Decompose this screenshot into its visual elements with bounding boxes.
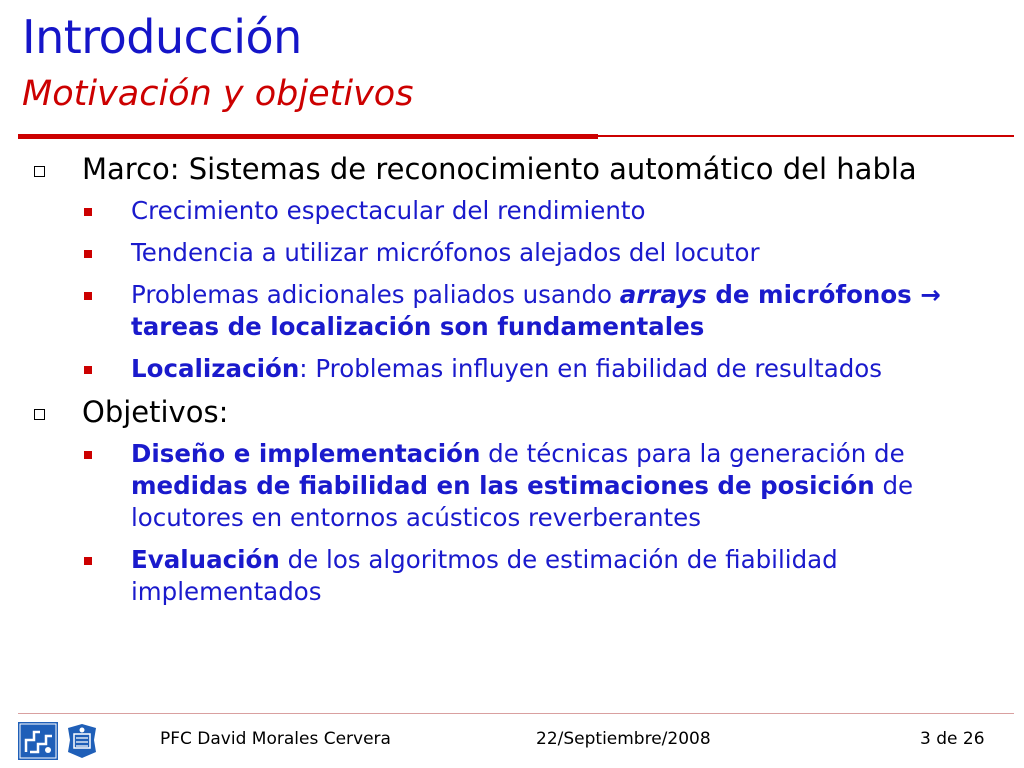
footer-divider xyxy=(18,713,1014,714)
slide-subtitle: Motivación y objetivos xyxy=(22,74,414,114)
bullet-marco-text: Marco: Sistemas de reconocimiento automático del habla xyxy=(82,152,917,186)
footer-date: 22/Septiembre/2008 xyxy=(536,729,711,749)
footer-author: PFC David Morales Cervera xyxy=(160,729,391,749)
slide-content xyxy=(0,152,1024,618)
filled-square-bullet-icon xyxy=(84,208,92,216)
university-crest-icon xyxy=(62,722,102,760)
bullet-objetivos xyxy=(0,395,1024,430)
filled-square-bullet-icon xyxy=(84,557,92,565)
sub-bullet-text: de los algoritmos de estimación de fiabilidad implementados xyxy=(131,545,838,606)
footer-page-number: 3 de 26 xyxy=(920,729,985,749)
sub-bullet-item xyxy=(0,544,1024,608)
sub-bullet-text: de técnicas para la generación de xyxy=(480,439,905,468)
bold-text: de micrófonos xyxy=(706,280,921,309)
sub-bullet-text: Problemas adicionales paliados usando xyxy=(131,280,620,309)
sub-bullet-text: Crecimiento espectacular del rendimiento xyxy=(131,196,646,225)
bold-text: Localización xyxy=(131,354,300,383)
bullet-objetivos-text: Objetivos: xyxy=(82,395,229,429)
title-divider-thin xyxy=(598,135,1014,137)
filled-square-bullet-icon xyxy=(84,250,92,258)
sub-bullet-text: : Problemas influyen en fiabilidad de resultados xyxy=(299,354,883,383)
sub-bullet-text: de locutores en entornos acústicos reverberantes xyxy=(131,471,914,532)
filled-square-bullet-icon xyxy=(84,366,92,374)
bold-text: tareas de localización son fundamentales xyxy=(131,312,705,341)
sub-bullet-text: Tendencia a utilizar micrófonos alejados del locutor xyxy=(131,238,760,267)
filled-square-bullet-icon xyxy=(84,292,92,300)
bold-text: Diseño e implementación xyxy=(131,439,481,468)
hollow-square-bullet-icon xyxy=(34,409,45,420)
sub-bullet-item xyxy=(0,279,1024,343)
sub-bullet-item xyxy=(0,353,1024,385)
filled-square-bullet-icon xyxy=(84,451,92,459)
title-divider-thick xyxy=(18,134,598,139)
sub-bullet-item xyxy=(0,237,1024,269)
right-arrow-icon: → xyxy=(920,280,941,309)
hollow-square-bullet-icon xyxy=(34,166,45,177)
bold-text: medidas de fiabilidad en las estimaciones de posición xyxy=(131,471,875,500)
bold-text: Evaluación xyxy=(131,545,280,574)
emphasis-text: arrays xyxy=(619,280,707,309)
bullet-marco xyxy=(0,152,1024,187)
sub-bullet-item xyxy=(0,195,1024,227)
sub-bullet-item xyxy=(0,438,1024,534)
dep-logo-icon xyxy=(18,722,58,760)
slide-title: Introducción xyxy=(22,10,302,64)
